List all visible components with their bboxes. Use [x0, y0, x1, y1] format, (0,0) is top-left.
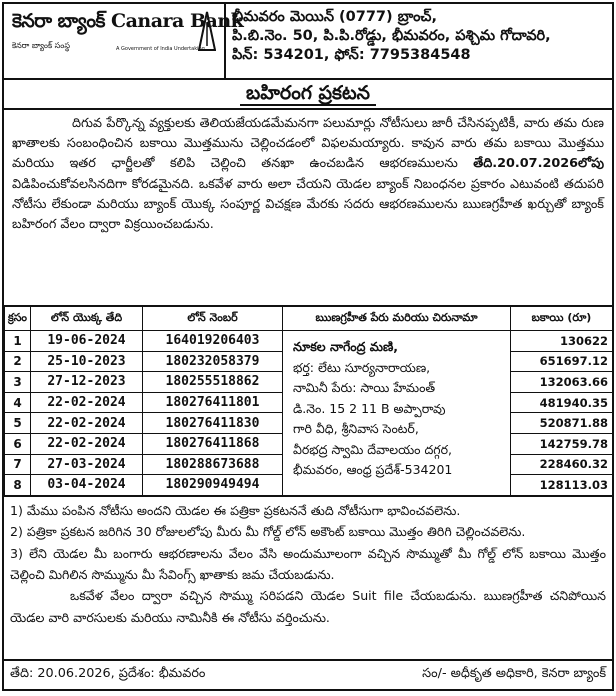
row-sn: 2	[5, 351, 31, 372]
canara-triangle-icon	[198, 10, 216, 54]
address-line: నూకల నాగేంద్ర మణి,	[293, 339, 399, 354]
row-loan: 180276411830	[143, 413, 283, 434]
address-line: గారి వీధి, శ్రీనివాస సెంటర్,	[293, 421, 419, 436]
branch-contact: పిన్: 534201, ఫోన్: 7795384548	[232, 47, 471, 63]
address-line: డి.నెం. 15 2 11 B అప్పారావు	[293, 400, 446, 416]
row-loan: 180288673688	[143, 454, 283, 475]
branch-name: భీమవరం మెయిన్ (0777) బ్రాంచ్,	[232, 9, 437, 25]
col-address: ఋణగ్రహీత పేరు మరియు చిరునామా	[283, 307, 511, 331]
body-part1: దిగువ పేర్కొన్న వ్యక్తులకు తెలియజేయడమేమనగా పలుమార్లు నోటీసులు జారీ చేసినప్పటికీ, వారు తమ రుణ ఖాతాలకు సంబంధించిన బకాయి మొత్తమును చెల్లించడంలో విఫలమయ్యారు. కావున వారు తమ బకాయి మొత్తము మరియు ఇతర ఛార్జీలతో కలిపి చెల్లించి తనఖా ఉంచబడిన ఆభరణములను	[12, 116, 604, 172]
row-sn: 6	[5, 433, 31, 454]
row-amount: 130622	[511, 331, 613, 352]
notice-title: బహిరంగ ప్రకటన	[240, 82, 376, 106]
footer	[4, 659, 612, 689]
row-sn: 5	[5, 413, 31, 434]
row-sn: 3	[5, 372, 31, 393]
row-amount: 142759.78	[511, 433, 613, 454]
borrower-address	[283, 331, 511, 496]
row-loan: 180255518862	[143, 372, 283, 393]
row-amount: 651697.12	[511, 351, 613, 372]
col-loan: లోన్ నెంబర్	[143, 307, 283, 331]
body-part2: విడిపించుకోవలసినదిగా కోరడమైనది. ఒకవేళ వారు అలా చేయని యెడల బ్యాంక్ నిబంధనల ప్రకారం ఎటువంటి తదుపరి నోటీసు లేకుండా మరియు బ్యాంక్ యొక్క సంపూర్ణ విచక్షణ మేరకు సదరు ఆభరణములను ఋణగ్రహీత ఖర్చుతో బ్యాంక్ బహిరంగ వేలం ద్వారా విక్రయించబడును.	[12, 176, 604, 233]
row-date: 22-02-2024	[31, 392, 143, 413]
row-loan: 164019206403	[143, 331, 283, 352]
col-date: లోన్ యొక్క తేది	[31, 307, 143, 331]
address-line: భీమవరం, ఆంధ్ర ప్రదేశ్-534201	[293, 462, 453, 477]
date-place: తేది: 20.06.2026, ప్రదేశం: భీమవరం	[10, 666, 206, 681]
row-sn: 1	[5, 331, 31, 352]
note-item: ఒకవేళ వేలం ద్వారా వచ్చిన సొమ్ము సరిపడని యెడల Suit file చేయబడును. ఋణగ్రహీత చనిపోయిన యెడల వారి వారసులకు మరియు నామినీకి ఈ నోటీసు వర్తించును.	[10, 588, 606, 625]
notice-page	[2, 2, 614, 691]
logo-tagline: A Government of India Undertaking	[116, 46, 205, 52]
row-amount: 481940.35	[511, 392, 613, 413]
row-loan: 180232058379	[143, 351, 283, 372]
row-date: 27-12-2023	[31, 372, 143, 393]
note-item: 1) మేము పంపిన నోటీసు అందని యెడల ఈ పత్రికా ప్రకటననే తుది నోటీసుగా భావించవలెను.	[10, 502, 461, 518]
row-amount: 128113.03	[511, 475, 613, 496]
row-loan: 180276411801	[143, 392, 283, 413]
logo-text: కెనరా బ్యాంక్ Canara Bank	[12, 10, 244, 32]
row-amount: 520871.88	[511, 413, 613, 434]
branch-address	[226, 4, 612, 78]
row-date: 19-06-2024	[31, 331, 143, 352]
row-loan: 180276411868	[143, 433, 283, 454]
row-sn: 7	[5, 454, 31, 475]
note-item: 3) లేని యెడల మీ బంగారు ఆభరణాలను వేలం వేసి అందుమూలంగా వచ్చిన సొమ్ముతో మీ గోల్డ్ లోన్ బకాయి మొత్తం చెల్లించి మిగిలిన సొమ్మును మీ సేవింగ్స్ ఖాతాకు జమ చేయబడును.	[10, 545, 606, 582]
address-line: నామినీ పేరు: సాయి హేమంత్	[293, 380, 436, 395]
row-sn: 8	[5, 475, 31, 496]
bank-logo	[4, 4, 244, 78]
note-item: 2) పత్రికా ప్రకటన జరిగిన 30 రోజులలోపు మీరు మీ గోల్డ్ లోన్ అకౌంట్ బకాయి మొత్తం తిరిగి చెల్లించవలెను.	[10, 524, 526, 540]
col-amount: బకాయి (రూ)	[511, 307, 613, 331]
row-amount: 132063.66	[511, 372, 613, 393]
branch-street: పి.బి.నెం. 50, పి.పి.రోడ్డు, భీమవరం, పశ్చిమ గోదావరి,	[232, 28, 551, 44]
address-line: భర్త: లేటు సూర్యనారాయణ,	[293, 359, 431, 375]
address-line: వీరభద్ర స్వామి దేవాలయం దగ్గర,	[293, 441, 452, 457]
col-sn: క్రసం	[5, 307, 31, 331]
row-date: 22-02-2024	[31, 413, 143, 434]
row-date: 22-02-2024	[31, 433, 143, 454]
signature: సం/- అధీకృత అధికారి, కెనరా బ్యాంక్	[422, 666, 606, 681]
row-amount: 228460.32	[511, 454, 613, 475]
row-date: 27-03-2024	[31, 454, 143, 475]
row-date: 25-10-2023	[31, 351, 143, 372]
title-row	[4, 80, 612, 110]
row-date: 03-04-2024	[31, 475, 143, 496]
row-sn: 4	[5, 392, 31, 413]
notice-body	[4, 110, 612, 306]
table-row	[5, 331, 613, 352]
logo-telugu: కెనరా బ్యాంక్ సంస్థ	[12, 41, 70, 50]
table-header-row	[5, 307, 613, 331]
row-loan: 180290949494	[143, 475, 283, 496]
header	[4, 4, 612, 80]
loan-table	[4, 306, 613, 496]
deadline-date: తేది.20.07.2026లోపు	[473, 156, 604, 172]
